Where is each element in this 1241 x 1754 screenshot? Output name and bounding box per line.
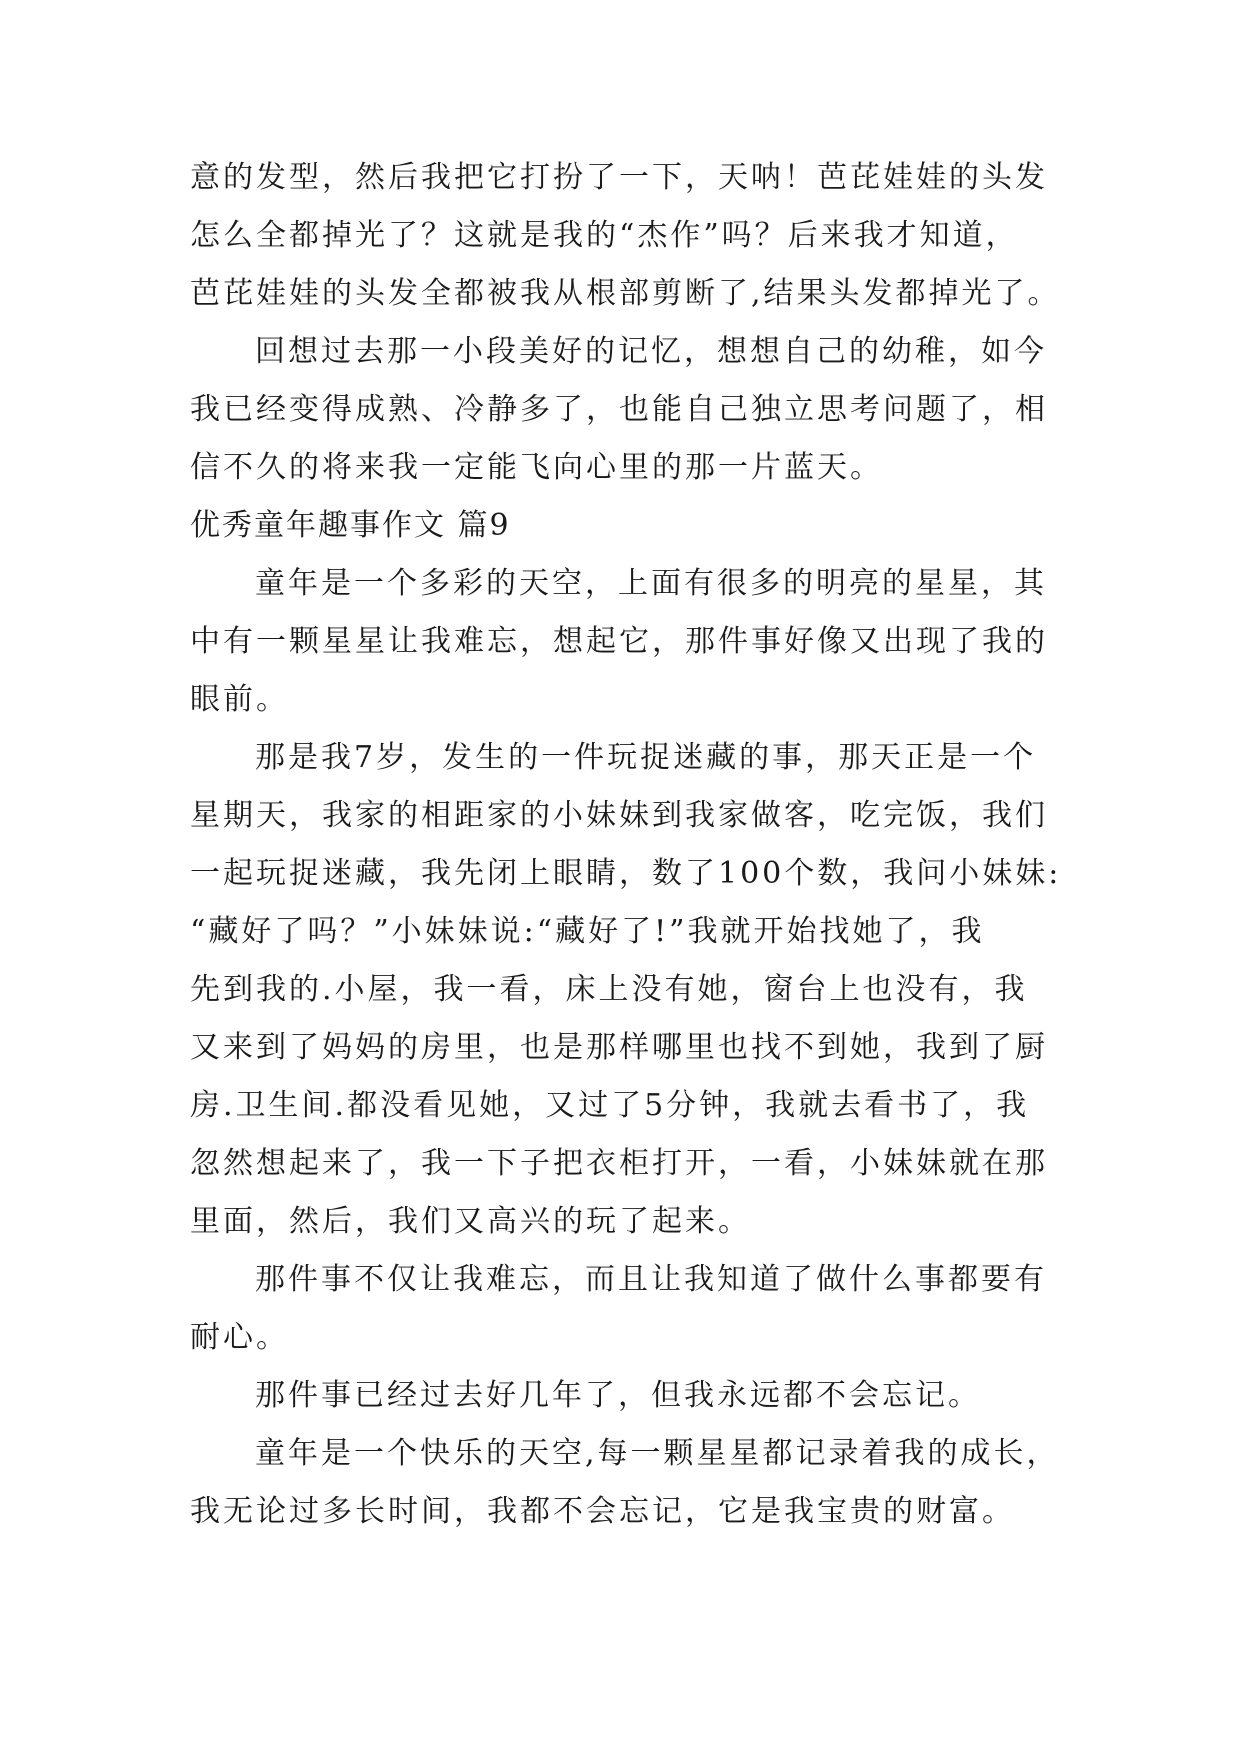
paragraph-line: 童年是一个多彩的天空，上面有很多的明亮的星星，其 [255, 566, 1047, 601]
paragraph-line: 一起玩捉迷藏，我先闭上眼睛，数了100个数，我问小妹妹: [190, 856, 1062, 891]
paragraph-line: 眼前。 [190, 682, 289, 717]
paragraph-line: 中有一颗星星让我难忘，想起它，那件事好像又出现了我的 [190, 624, 1048, 659]
paragraph-line: 信不久的将来我一定能飞向心里的那一片蓝天。 [190, 450, 883, 485]
paragraph-line: 我已经变得成熟、冷静多了，也能自己独立思考问题了，相 [190, 392, 1048, 427]
paragraph-line: 里面，然后，我们又高兴的玩了起来。 [190, 1204, 751, 1239]
paragraph-line: 回想过去那一小段美好的记忆，想想自己的幼稚，如今 [255, 334, 1047, 369]
section-heading: 优秀童年趣事作文 篇9 [190, 508, 511, 543]
paragraph-line: “藏好了吗？”小妹妹说:“藏好了!”我就开始找她了，我 [190, 914, 985, 949]
paragraph-line: 芭芘娃娃的头发全都被我从根部剪断了,结果头发都掉光了。 [190, 276, 1061, 311]
paragraph-line: 星期天，我家的相距家的小妹妹到我家做客，吃完饭，我们 [190, 798, 1048, 833]
paragraph-line: 那件事不仅让我难忘，而且让我知道了做什么事都要有 [255, 1262, 1047, 1297]
paragraph-line: 忽然想起来了，我一下子把衣柜打开，一看，小妹妹就在那 [190, 1146, 1048, 1181]
paragraph-line: 童年是一个快乐的天空,每一颗星星都记录着我的成长， [255, 1436, 1060, 1471]
paragraph-line: 房.卫生间.都没看见她，又过了5分钟，我就去看书了，我 [190, 1088, 1030, 1123]
paragraph-line: 意的发型，然后我把它打扮了一下，天呐！芭芘娃娃的头发 [190, 160, 1048, 195]
paragraph-line: 那件事已经过去好几年了，但我永远都不会忘记。 [255, 1378, 981, 1413]
paragraph-line: 我无论过多长时间，我都不会忘记，它是我宝贵的财富。 [190, 1494, 1015, 1529]
paragraph-line: 耐心。 [190, 1320, 289, 1355]
paragraph-line: 那是我7岁，发生的一件玩捉迷藏的事，那天正是一个 [255, 740, 1037, 775]
paragraph-line: 先到我的.小屋，我一看，床上没有她，窗台上也没有，我 [190, 972, 1028, 1007]
paragraph-line: 又来到了妈妈的房里，也是那样哪里也找不到她，我到了厨 [190, 1030, 1048, 1065]
paragraph-line: 怎么全都掉光了？这就是我的“杰作”吗？后来我才知道， [190, 218, 1019, 253]
